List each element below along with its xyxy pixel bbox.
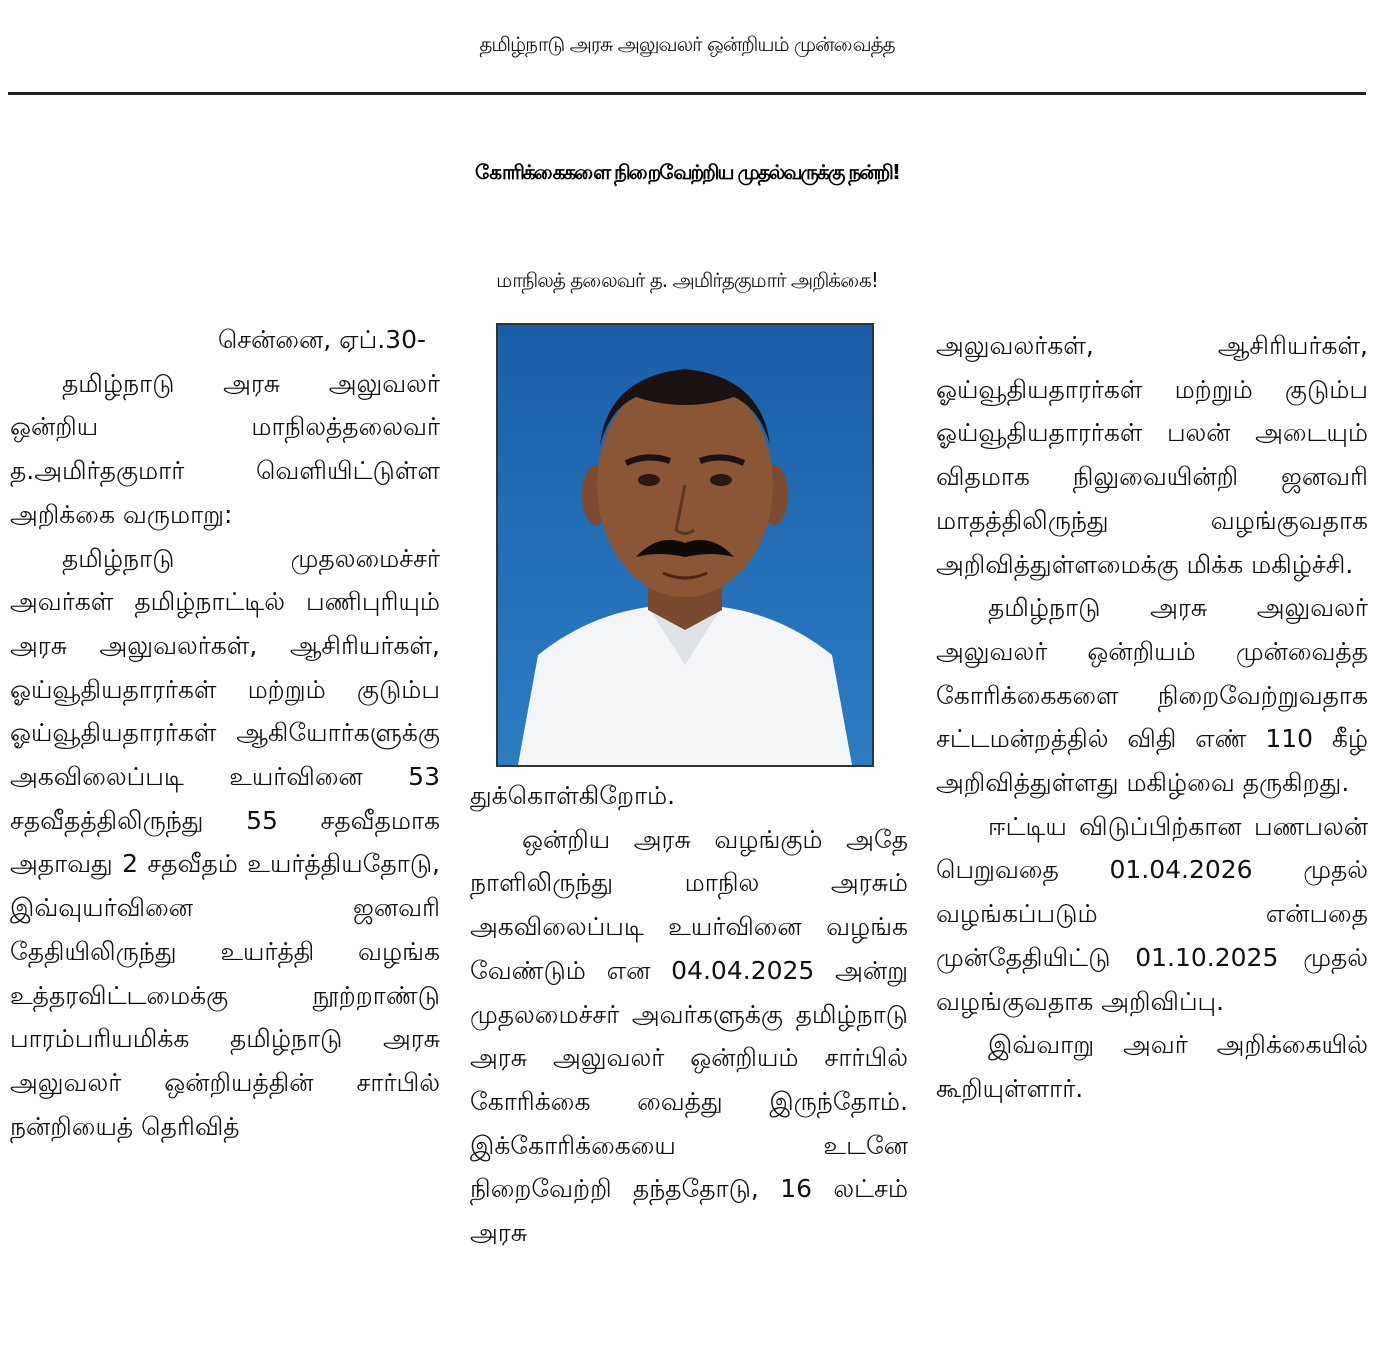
- headline-line-1: தமிழ்நாடு அரசு அலுவலர் ஒன்றியம் முன்வைத்த: [479, 32, 895, 56]
- paragraph: தமிழ்நாடு முதலமைச்சர் அவர்கள் தமிழ்நாட்டில் பணிபுரியும் அரசு அலுவலர்கள், ஆசிரியர்கள், ஓய்வூதியதாரர்கள் மற்றும் குடும்ப ஓய்வூதியதாரர்கள் ஆகியோர்களுக்கு அகவிலைப்படி உயர்வினை 53 சதவீதத்திலிருந்து 55 சதவீதமாக அதாவது 2 சதவீதம் உயர்த்தியதோடு, இவ்வுயர்வினை ஜனவரி தேதியிலிருந்து உயர்த்தி வழங்க உத்தரவிட்டமைக்கு நூற்றாண்டு பாரம்பரியமிக்க தமிழ்நாடு அரசு அலுவலர் ஒன்றியத்தின் சார்பில் நன்றியைத் தெரிவித்: [10, 543, 440, 1141]
- paragraph: துக்கொள்கிறோம்.: [470, 781, 676, 810]
- left-eye: [638, 474, 660, 486]
- portrait-illustration: [498, 325, 872, 765]
- paragraph: ஈட்டிய விடுப்பிற்கான பணபலன் பெறுவதை 01.04.2026 முதல் வழங்கப்படும் என்பதை முன்தேதியிட்டு 01.10.2025 முதல் வழங்குவதாக அறிவிப்பு.: [936, 811, 1368, 1016]
- right-eye: [710, 474, 732, 486]
- article-column-1: [10, 318, 440, 1354]
- paragraph: ஒன்றிய அரசு வழங்கும் அதே நாளிலிருந்து மாநில அரசும் அகவிலைப்படி உயர்வினை வழங்க வேண்டும் என 04.04.2025 அன்று முதலமைச்சர் அவர்களுக்கு தமிழ்நாடு அரசு அலுவலர் ஒன்றியம் சார்பில் கோரிக்கை வைத்து இருந்தோம். இக்கோரிக்கையை உடனே நிறைவேற்றி தந்ததோடு, 16 லட்சம் அரசு: [470, 824, 908, 1248]
- article-column-2: [470, 774, 908, 1354]
- article-column-3: [936, 324, 1368, 1354]
- dateline: சென்னை, ஏப்.30-: [217, 325, 426, 354]
- headline-divider: [8, 92, 1366, 95]
- paragraph: தமிழ்நாடு அரசு அலுவலர் ஒன்றிய மாநிலத்தலைவர் த.அமிர்தகுமார் வெளியிட்டுள்ள அறிக்கை வருமாறு:: [10, 368, 440, 529]
- paragraph: இவ்வாறு அவர் அறிக்கையில் கூறியுள்ளார்.: [936, 1030, 1368, 1103]
- portrait-photo: [496, 323, 874, 767]
- paragraph: தமிழ்நாடு அரசு அலுவலர் அலுவலர் ஒன்றியம் முன்வைத்த கோரிக்கைகளை நிறைவேற்றுவதாக சட்டமன்றத்தில் விதி எண் 110 கீழ் அறிவித்துள்ளது மகிழ்வை தருகிறது.: [936, 593, 1368, 798]
- headline-line-3: மாநிலத் தலைவர் த. அமிர்தகுமார் அறிக்கை!: [496, 268, 878, 292]
- headline-line-2: கோரிக்கைகளை நிறைவேற்றிய முதல்வருக்கு நன்றி!: [475, 160, 899, 184]
- paragraph: அலுவலர்கள், ஆசிரியர்கள், ஓய்வூதியதாரர்கள் மற்றும் குடும்ப ஓய்வூதியதாரர்கள் பலன் அடையும் விதமாக நிலுவையின்றி ஜனவரி மாதத்திலிருந்து வழங்குவதாக அறிவித்துள்ளமைக்கு மிக்க மகிழ்ச்சி.: [936, 331, 1368, 579]
